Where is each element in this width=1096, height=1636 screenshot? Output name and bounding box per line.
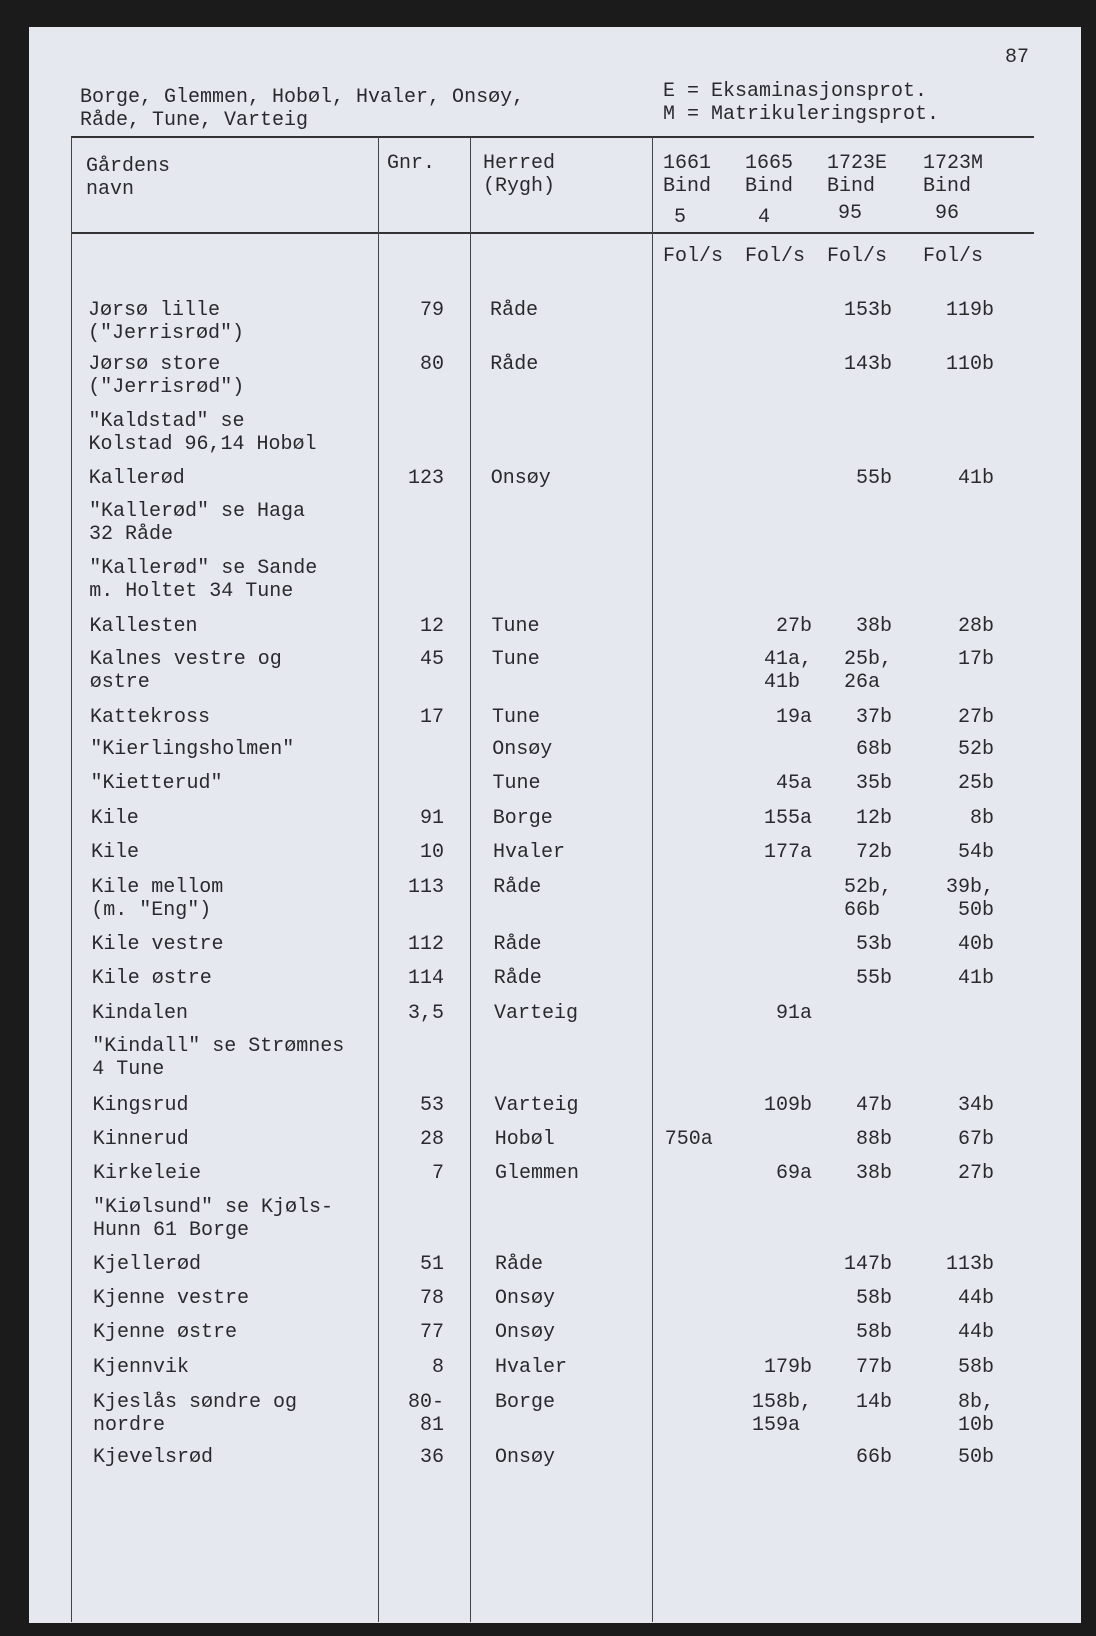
farm-name: "Kierlingsholmen" [90, 737, 295, 761]
folio-1723e: 25b, 26a [843, 648, 892, 695]
district-list: Borge, Glemmen, Hobøl, Hvaler, Onsøy, Råde, Tune, Varteig [80, 86, 525, 132]
folio-1723e: 58b [855, 1321, 892, 1345]
folio-1665: 19a [775, 706, 812, 730]
folio-1723e: 72b [855, 840, 892, 864]
farm-gnr: 36 [419, 1446, 444, 1470]
farm-name: "Kindall" se Strømnes 4 Tune [92, 1035, 345, 1082]
folio-1665: 45a [775, 772, 812, 795]
fols-1665: Fol/s [745, 245, 806, 268]
folio-1723e: 47b [855, 1094, 892, 1118]
column-divider [470, 137, 471, 1622]
farm-herred: Onsøy [495, 1286, 556, 1310]
folio-1723e: 58b [855, 1286, 892, 1310]
farm-herred: Varteig [494, 1001, 579, 1025]
farm-gnr: 7 [431, 1162, 444, 1185]
column-divider [378, 137, 379, 1622]
farm-name: "Kallerød" se Haga 32 Råde [89, 500, 306, 547]
farm-gnr: 77 [419, 1321, 444, 1345]
farm-gnr: 10 [419, 840, 444, 864]
farm-name: Kjennvik [93, 1355, 190, 1379]
header-bottom-rule [71, 232, 1034, 234]
folio-1723e: 52b, 66b [843, 875, 892, 922]
farm-herred: Onsøy [492, 737, 553, 761]
folio-1665: 158b, 159a [751, 1390, 812, 1437]
folio-1723m: 28b [957, 614, 994, 638]
farm-name: Kile vestre [91, 933, 224, 957]
farm-herred: Varteig [494, 1094, 579, 1118]
farm-name: "Kallerød" se Sande m. Holtet 34 Tune [89, 556, 318, 603]
folio-1723e: 53b [855, 933, 892, 957]
farm-gnr: 28 [419, 1127, 444, 1151]
folio-1723m: 54b [957, 840, 994, 864]
folio-1723m: 44b [957, 1286, 994, 1310]
farm-gnr: 79 [419, 299, 444, 322]
folio-1665: 155a [763, 807, 812, 831]
farm-name: Kile [90, 807, 139, 831]
farm-herred: Glemmen [495, 1162, 580, 1185]
folio-1723e: 77b [855, 1355, 892, 1379]
farm-gnr: 17 [419, 706, 444, 730]
folio-1665: 69a [775, 1162, 812, 1185]
farm-gnr: 113 [407, 875, 444, 899]
farm-name: Kile mellom (m. "Eng") [91, 875, 224, 922]
folio-1665: 109b [763, 1094, 812, 1118]
folio-1723m: 41b [957, 466, 994, 490]
farm-gnr: 80 [419, 353, 444, 377]
farm-herred: Onsøy [495, 1446, 556, 1470]
farm-gnr: 78 [419, 1286, 444, 1310]
folio-1723m: 40b [957, 933, 994, 957]
farm-herred: Råde [493, 966, 542, 990]
farm-gnr: 45 [419, 648, 444, 672]
farm-name: Kjenne vestre [93, 1286, 250, 1310]
column-divider [71, 137, 72, 1622]
folio-1723e: 55b [855, 966, 892, 990]
header-1723m: 1723M Bind [923, 152, 984, 198]
farm-name: Kile østre [91, 966, 212, 990]
farm-name: Kingsrud [92, 1094, 189, 1118]
farm-name: Kjevelsrød [93, 1446, 214, 1470]
farm-name: Jørsø store ("Jerrisrød") [88, 353, 245, 400]
farm-gnr: 114 [407, 966, 444, 990]
folio-1723m: 113b [945, 1252, 994, 1276]
folio-1723e: 68b [855, 737, 892, 761]
folio-1723e: 88b [855, 1127, 892, 1151]
folio-1723e: 35b [855, 772, 892, 795]
folio-1723m: 67b [957, 1127, 994, 1151]
bind-1665: 4 [758, 206, 771, 229]
legend-e: E = Eksaminasjonsprot. [663, 80, 928, 103]
farm-name: "Kaldstad" se Kolstad 96,14 Hobøl [88, 409, 317, 456]
fols-1661: Fol/s [663, 245, 724, 268]
farm-herred: Råde [490, 299, 539, 322]
header-1665: 1665 Bind [745, 152, 794, 198]
farm-name: Kjellerød [93, 1252, 202, 1276]
farm-gnr: 123 [407, 466, 444, 490]
folio-1723e: 12b [855, 807, 892, 831]
farm-name: Kallesten [89, 614, 198, 638]
folio-1723m: 34b [957, 1094, 994, 1118]
farm-gnr: 51 [419, 1252, 444, 1276]
farm-herred: Hvaler [493, 840, 566, 864]
farm-herred: Råde [490, 353, 539, 377]
folio-1723m: 50b [957, 1446, 994, 1470]
farm-gnr: 53 [419, 1094, 444, 1118]
folio-1723m: 8b, 10b [957, 1390, 994, 1437]
header-1723e: 1723E Bind [827, 152, 888, 198]
header-1661: 1661 Bind [663, 152, 712, 198]
folio-1723e: 14b [855, 1390, 892, 1414]
farm-herred: Borge [495, 1390, 556, 1414]
farm-name: Kjenne østre [93, 1321, 238, 1345]
farm-name: Kallerød [88, 466, 185, 490]
folio-1723m: 41b [957, 966, 994, 990]
folio-1723m: 52b [957, 737, 994, 761]
farm-herred: Tune [491, 614, 540, 638]
farm-gnr: 112 [407, 933, 444, 957]
farm-herred: Råde [493, 933, 542, 957]
farm-herred: Onsøy [495, 1321, 556, 1345]
farm-gnr: 12 [419, 614, 444, 638]
folio-1723m: 58b [957, 1355, 994, 1379]
column-divider [652, 137, 653, 1622]
folio-1665: 179b [763, 1355, 812, 1379]
legend-m: M = Matrikuleringsprot. [663, 103, 940, 126]
farm-name: Kinnerud [92, 1127, 189, 1151]
farm-name: "Kietterud" [90, 772, 223, 795]
folio-1723m: 27b [957, 1162, 994, 1185]
page-number: 87 [1005, 46, 1030, 69]
folio-1665: 27b [775, 614, 812, 638]
farm-name: Kindalen [92, 1001, 189, 1025]
farm-name: Kalnes vestre og østre [89, 648, 282, 695]
folio-1723e: 55b [855, 466, 892, 490]
bind-1661: 5 [674, 206, 687, 229]
folio-1723e: 66b [855, 1446, 892, 1470]
farm-name: Kirkeleie [93, 1162, 202, 1185]
farm-gnr: 8 [431, 1355, 444, 1379]
folio-1723m: 8b [969, 807, 994, 831]
folio-1723m: 27b [957, 706, 994, 730]
farm-name: Kattekross [90, 706, 211, 730]
farm-herred: Borge [492, 807, 553, 831]
farm-name: "Kiølsund" se Kjøls- Hunn 61 Borge [93, 1196, 334, 1243]
farm-name: Jørsø lille ("Jerrisrød") [88, 299, 245, 345]
farm-gnr: 3,5 [407, 1001, 444, 1025]
bind-1723m: 96 [935, 202, 960, 225]
fols-1723e: Fol/s [827, 245, 888, 268]
farm-gnr: 80- 81 [407, 1390, 444, 1437]
farm-herred: Hobøl [494, 1127, 555, 1151]
folio-1665: 41a, 41b [763, 648, 812, 695]
farm-herred: Tune [492, 706, 541, 730]
folio-1723m: 110b [945, 353, 994, 377]
header-name: Gårdens navn [86, 155, 171, 201]
folio-1723m: 25b [957, 772, 994, 795]
folio-1723e: 153b [843, 299, 892, 322]
bind-1723e: 95 [838, 202, 863, 225]
farm-herred: Råde [495, 1252, 544, 1276]
farm-herred: Tune [492, 772, 541, 795]
fols-1723m: Fol/s [923, 245, 984, 268]
farm-herred: Råde [493, 875, 542, 899]
folio-1723m: 44b [957, 1321, 994, 1345]
farm-herred: Onsøy [490, 466, 551, 490]
folio-1723e: 147b [843, 1252, 892, 1276]
farm-herred: Tune [491, 648, 540, 672]
folio-1723e: 38b [855, 614, 892, 638]
folio-1723m: 119b [945, 299, 994, 322]
folio-1665: 91a [775, 1001, 812, 1025]
farm-name: Kile [91, 840, 140, 864]
folio-1723m: 17b [957, 648, 994, 672]
folio-1723e: 143b [843, 353, 892, 377]
farm-herred: Hvaler [495, 1355, 568, 1379]
folio-1661: 750a [664, 1127, 713, 1151]
folio-1723e: 37b [855, 706, 892, 730]
farm-name: Kjeslås søndre og nordre [93, 1390, 298, 1437]
header-gnr: Gnr. [387, 152, 436, 175]
folio-1665: 177a [763, 840, 812, 864]
table-top-rule [71, 136, 1034, 138]
folio-1723m: 39b, 50b [945, 875, 994, 922]
farm-gnr: 91 [419, 807, 444, 831]
folio-1723e: 38b [855, 1162, 892, 1185]
header-herred: Herred (Rygh) [483, 152, 556, 198]
